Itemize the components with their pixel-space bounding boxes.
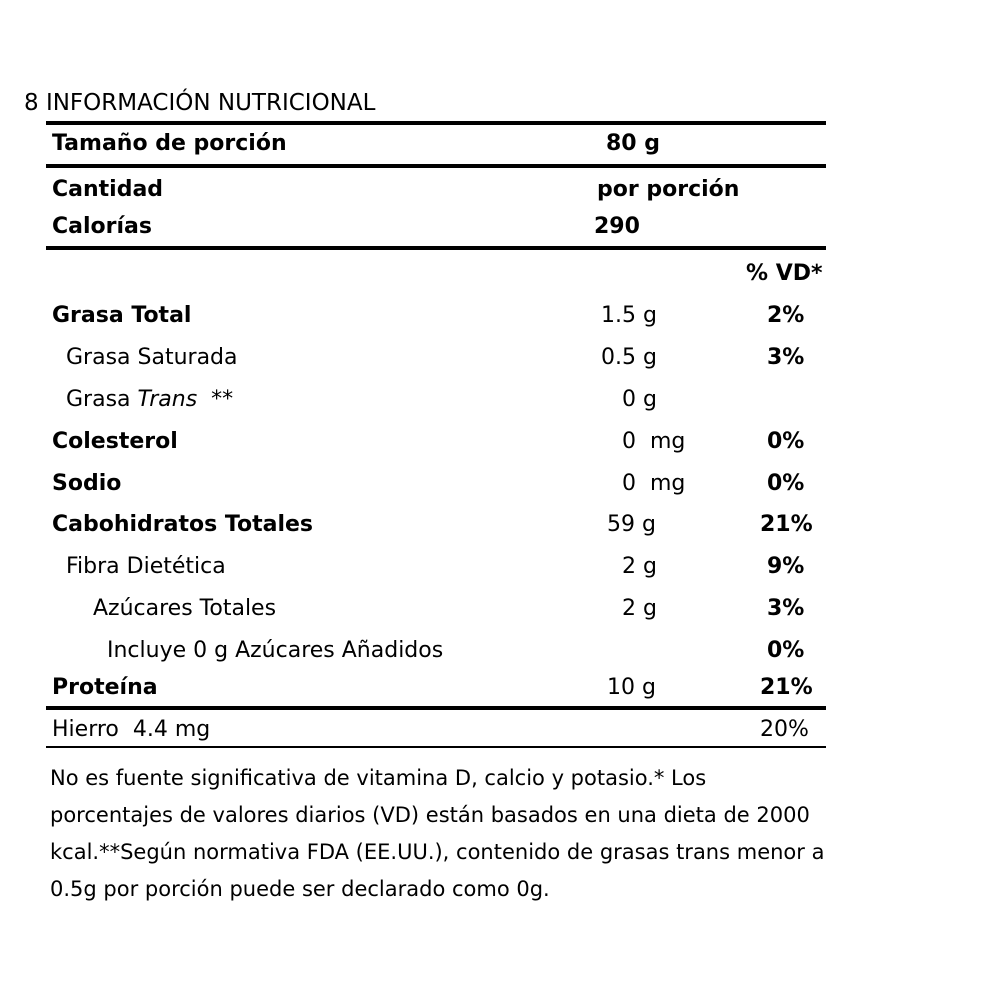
nutrient-label-trans-fat (66, 389, 233, 411)
footnote-line: porcentajes de valores diarios (VD) están basados en una dieta de 2000 (50, 803, 810, 827)
nutrient-amount-fiber: 2 g (622, 554, 657, 579)
nutrient-dv-total-fat: 2% (767, 303, 805, 328)
nutrient-amount-cholesterol: 0 mg (622, 429, 686, 454)
nutrient-label-total-sugars: Azúcares Totales (93, 596, 277, 621)
label-title: 8 INFORMACIÓN NUTRICIONAL (24, 90, 376, 116)
dv-header: % VD* (746, 261, 823, 286)
rule-protein (46, 706, 826, 710)
amount-label: Cantidad (52, 177, 164, 202)
nutrient-label-protein: Proteína (52, 675, 158, 700)
nutrient-dv-protein: 21% (760, 675, 813, 700)
nutrient-dv-added-sugars: 0% (767, 638, 805, 663)
nutrient-label-total-fat: Grasa Total (52, 303, 192, 328)
nutrient-dv-total-sugars: 3% (767, 596, 805, 621)
rule-iron (46, 746, 826, 748)
rule-top (46, 121, 826, 125)
serving-value: 80 g (606, 131, 661, 156)
nutrient-amount-saturated-fat: 0.5 g (601, 345, 657, 370)
nutrient-label-total-carbs: Cabohidratos Totales (52, 512, 314, 537)
calories-value: 290 (594, 214, 640, 239)
iron-dv: 20% (760, 717, 809, 742)
nutrient-label-saturated-fat: Grasa Saturada (66, 345, 238, 370)
trans-fat-italic: Trans (137, 387, 198, 412)
rule-calories (46, 246, 826, 250)
nutrient-amount-trans-fat: 0 g (622, 387, 657, 412)
nutrient-amount-total-carbs: 59 g (607, 512, 656, 537)
nutrient-dv-sodium: 0% (767, 471, 805, 496)
nutrient-amount-total-sugars: 2 g (622, 596, 657, 621)
footnote (50, 760, 980, 908)
per-serving-label: por porción (597, 177, 740, 202)
nutrient-dv-cholesterol: 0% (767, 429, 805, 454)
nutrient-amount-sodium: 0 mg (622, 471, 686, 496)
nutrient-amount-protein: 10 g (607, 675, 656, 700)
nutrient-label-sodium: Sodio (52, 471, 122, 496)
nutrient-dv-saturated-fat: 3% (767, 345, 805, 370)
trans-fat-suffix: ** (197, 387, 234, 412)
nutrient-label-added-sugars: Incluye 0 g Azúcares Añadidos (107, 638, 444, 663)
calories-label: Calorías (52, 214, 152, 239)
nutrient-label-cholesterol: Colesterol (52, 429, 178, 454)
iron-label: Hierro 4.4 mg (52, 717, 211, 742)
nutrient-label-fiber: Fibra Dietética (66, 554, 226, 579)
nutrient-dv-fiber: 9% (767, 554, 805, 579)
footnote-line: No es fuente significativa de vitamina D, calcio y potasio.* Los (50, 766, 707, 790)
footnote-line: kcal.**Según normativa FDA (EE.UU.), contenido de grasas trans menor a (50, 840, 825, 864)
serving-label: Tamaño de porción (52, 131, 287, 156)
nutrient-dv-total-carbs: 21% (760, 512, 813, 537)
rule-serving (46, 164, 826, 168)
nutrient-amount-total-fat: 1.5 g (601, 303, 657, 328)
footnote-line: 0.5g por porción puede ser declarado como 0g. (50, 877, 550, 901)
trans-fat-prefix: Grasa (66, 387, 138, 412)
